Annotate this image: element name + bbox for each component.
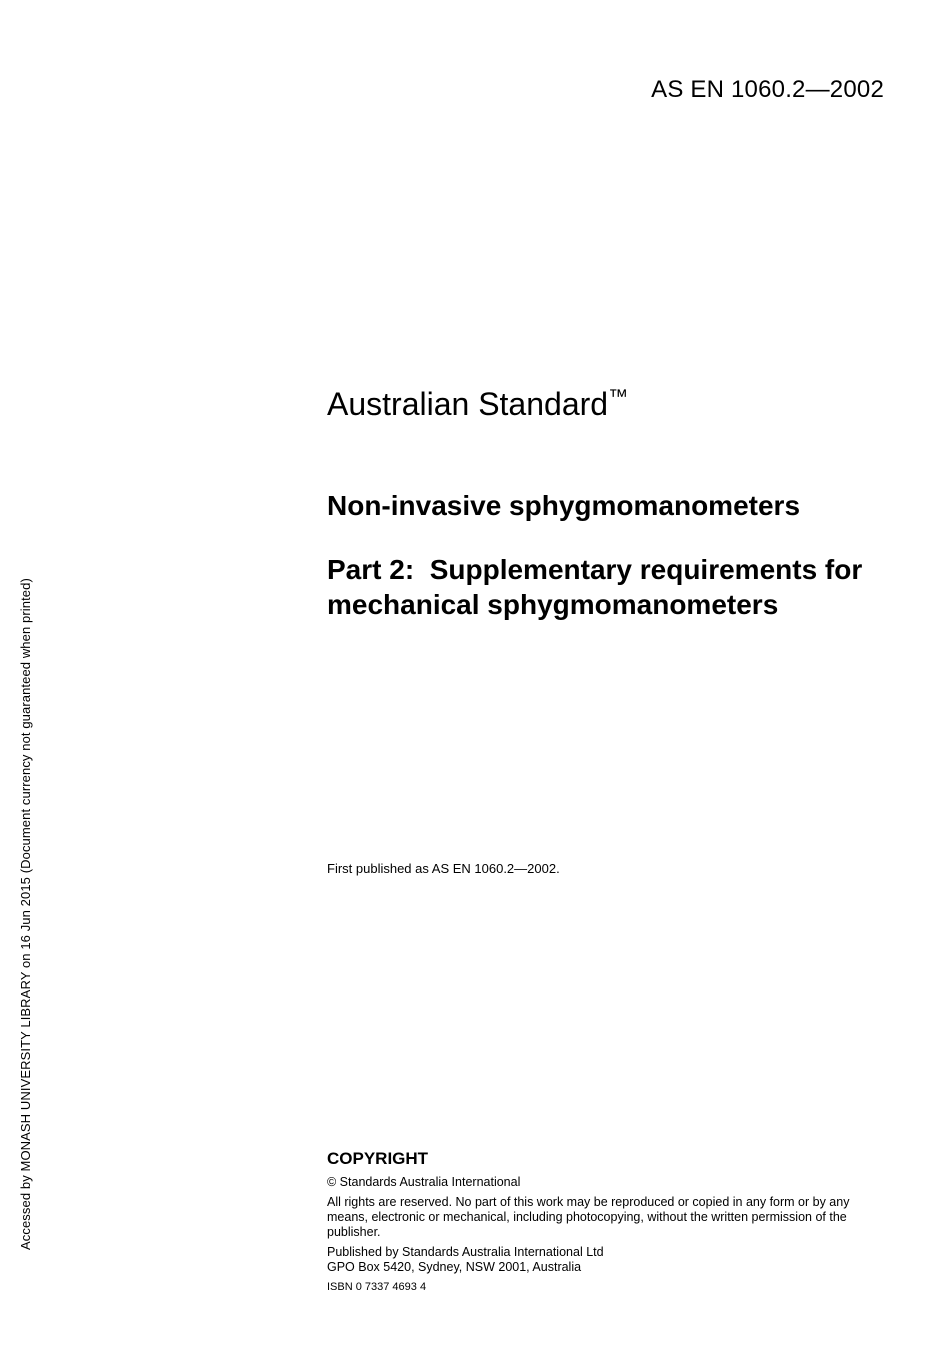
document-subtitle — [327, 552, 887, 622]
document-title: Non-invasive sphygmomanometers — [327, 490, 801, 521]
subtitle-line-2: mechanical sphygmomanometers — [327, 589, 779, 620]
copyright-block — [327, 1149, 882, 1293]
trademark-symbol: ™ — [608, 386, 629, 408]
standard-number: AS EN 1060.2—2002 — [651, 76, 884, 103]
publisher-address: GPO Box 5420, Sydney, NSW 2001, Australia — [327, 1260, 582, 1274]
copyright-owner: © Standards Australia International — [327, 1175, 521, 1189]
copyright-rights: All rights are reserved. No part of this work may be reproduced or copied in any form or by any means, electronic or mechanical, including photocopying, without the written permission of the publisher. — [327, 1195, 850, 1239]
subtitle-line-1: Part 2: Supplementary requirements for — [327, 554, 863, 585]
isbn: ISBN 0 7337 4693 4 — [327, 1281, 427, 1293]
brand-name: Australian Standard — [327, 386, 609, 422]
brand-title — [327, 386, 887, 423]
publisher-name: Published by Standards Australia International Ltd — [327, 1245, 604, 1259]
access-note: Accessed by MONASH UNIVERSITY LIBRARY on 16 Jun 2015 (Document currency not guaranteed when printed) — [18, 578, 33, 1250]
copyright-heading: COPYRIGHT — [327, 1149, 429, 1168]
first-published-note: First published as AS EN 1060.2—2002. — [327, 861, 560, 876]
